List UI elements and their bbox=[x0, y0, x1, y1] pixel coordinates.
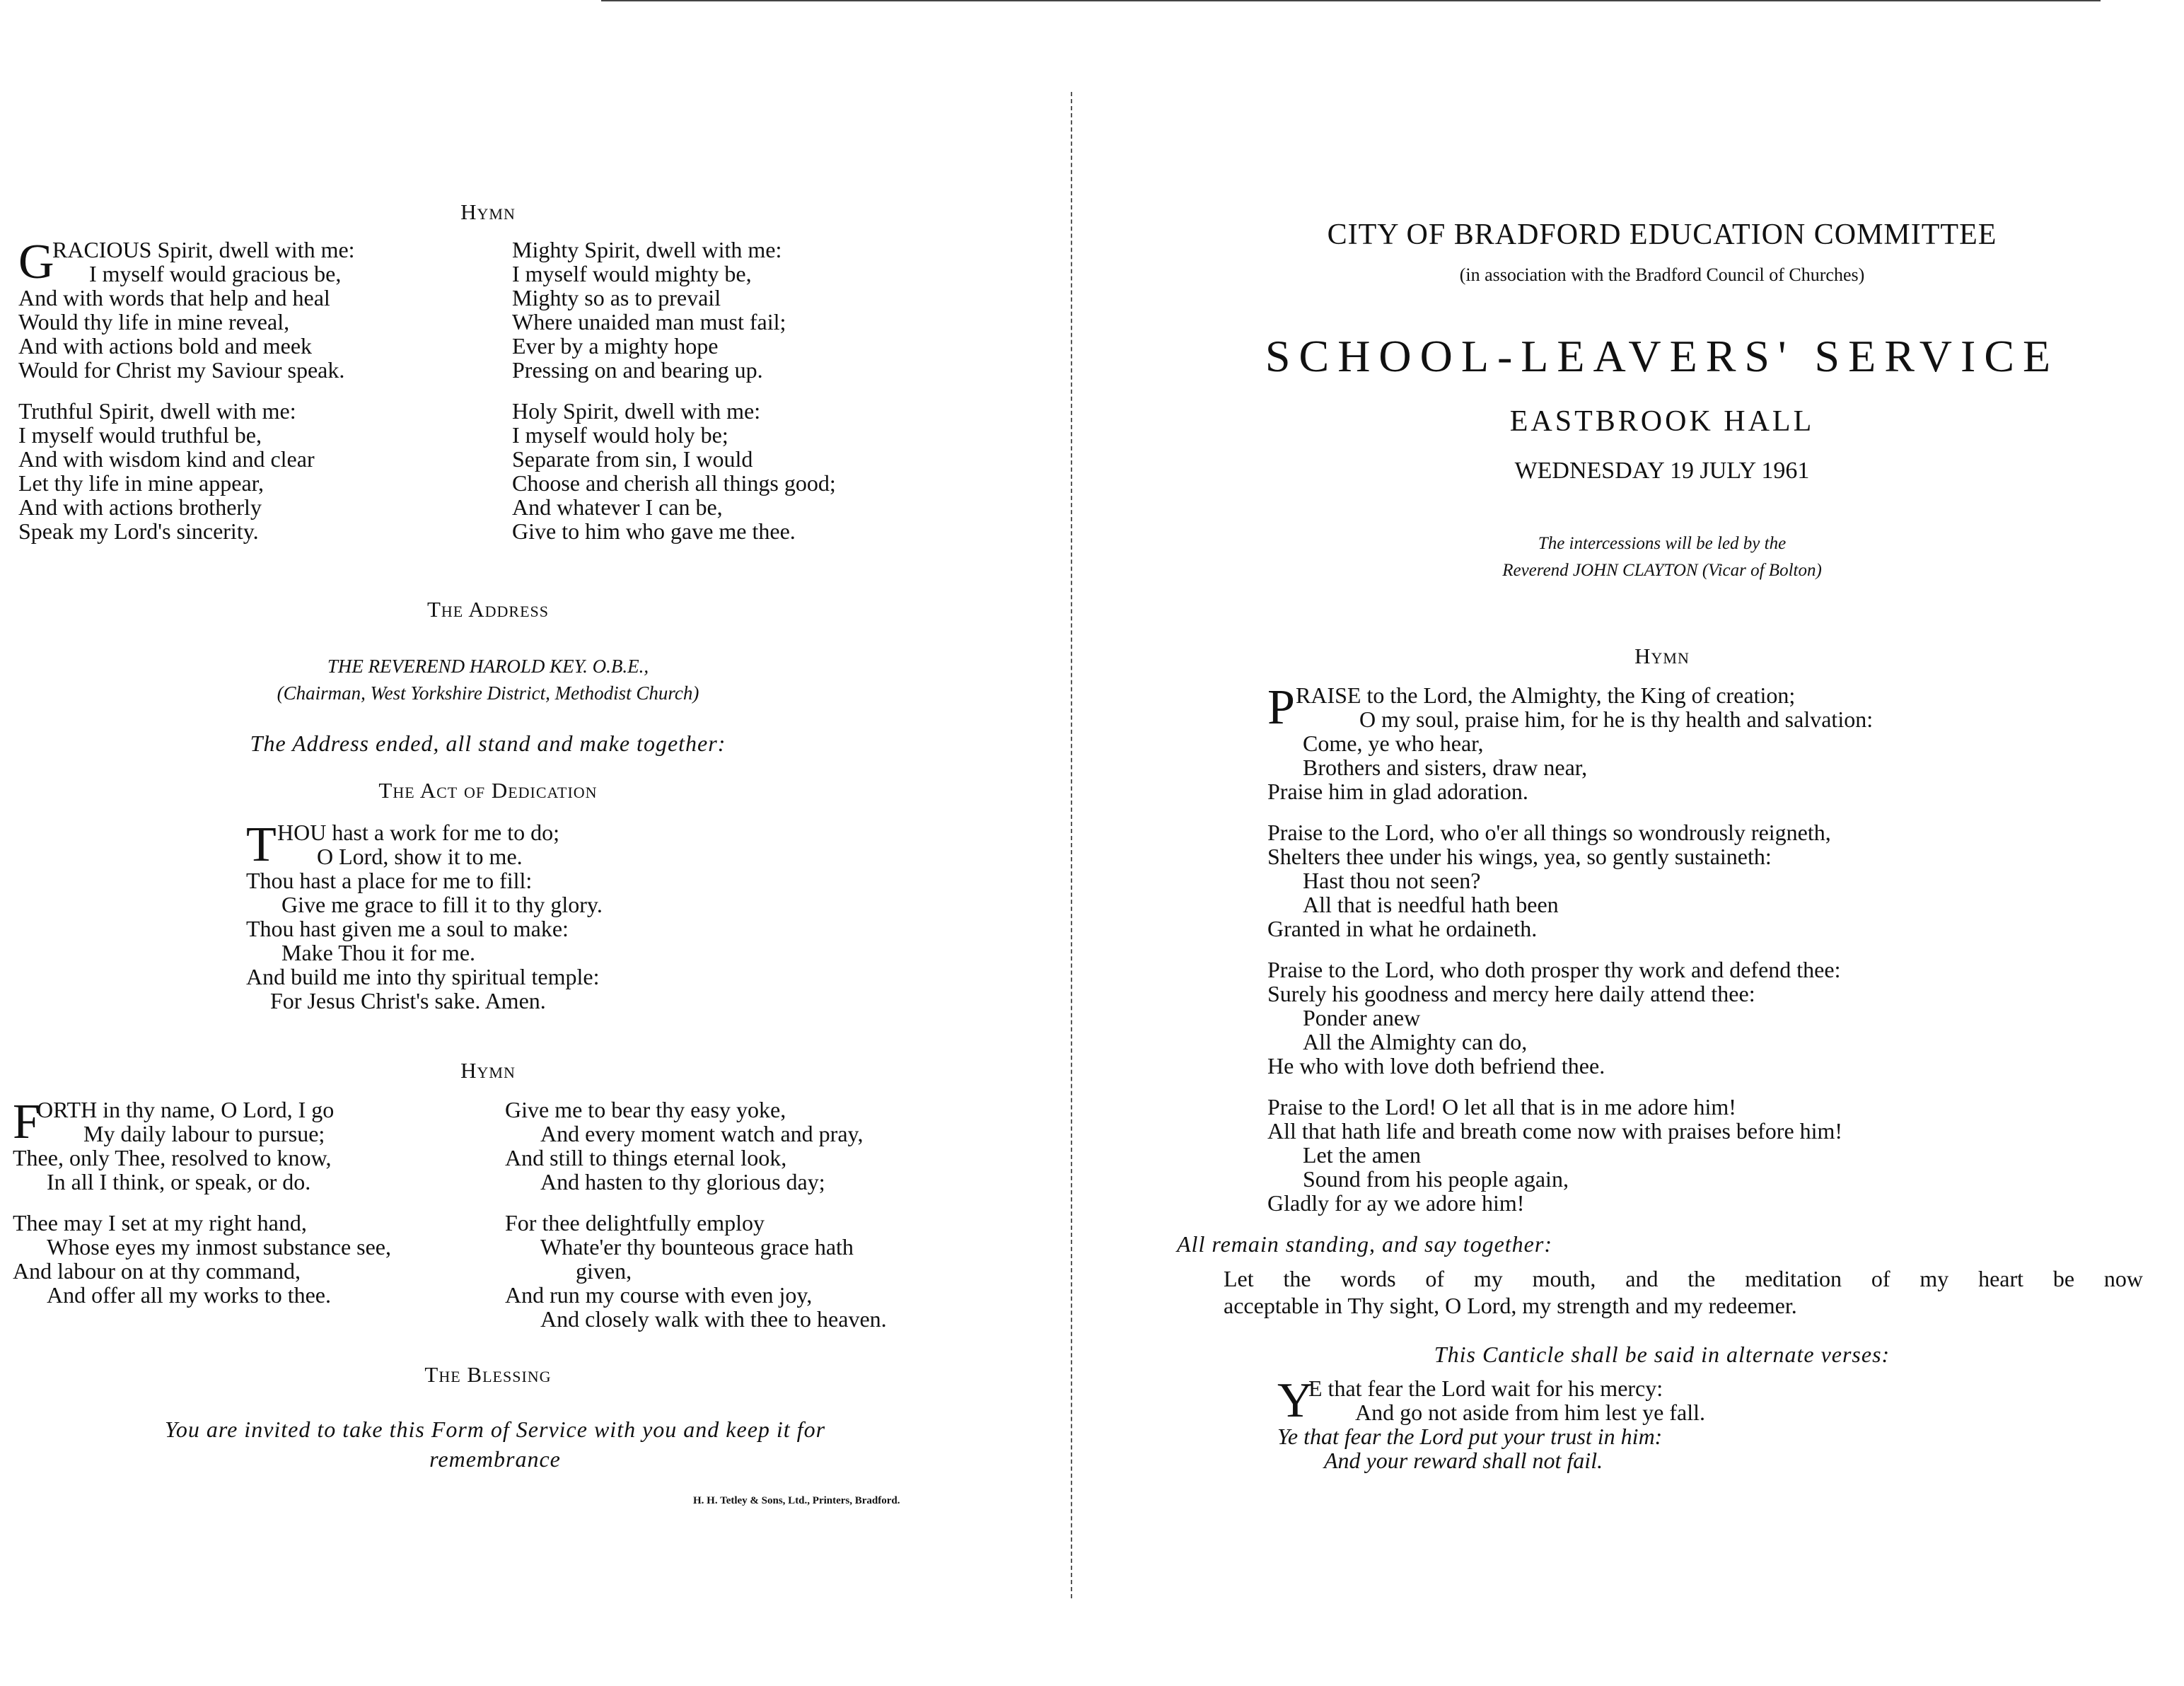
verse-line: Gladly for ay we adore him! bbox=[1267, 1190, 1525, 1216]
verse-line: Give to him who gave me thee. bbox=[512, 518, 796, 544]
prayer-line1: Let the words of my mouth, and the meditation of my heart be now bbox=[1224, 1266, 2143, 1291]
verse-line: Ponder anew bbox=[1303, 1005, 1421, 1030]
verse-line: Thee may I set at my right hand, bbox=[13, 1210, 307, 1236]
verse-line: Would for Christ my Saviour speak. bbox=[18, 357, 345, 383]
canticle bbox=[1277, 1373, 1914, 1473]
verse-line: Come, ye who hear, bbox=[1303, 731, 1484, 756]
verse-line: Praise him in glad adoration. bbox=[1267, 779, 1528, 804]
blessing-heading: The Blessing bbox=[424, 1362, 552, 1387]
drop-cap: T bbox=[246, 818, 277, 872]
verse-line: Whate'er thy bounteous grace hath bbox=[540, 1234, 854, 1260]
verse-line: I myself would gracious be, bbox=[89, 261, 342, 286]
verse-line: And with words that help and heal bbox=[18, 285, 330, 310]
hymn1-stanza-3 bbox=[512, 238, 1007, 382]
blessing-note-line1: You are invited to take this Form of Service with you and keep it for bbox=[164, 1417, 826, 1442]
verse-line: And with actions bold and meek bbox=[18, 333, 313, 359]
verse-line: And with wisdom kind and clear bbox=[18, 446, 315, 472]
verse-line: RAISE to the Lord, the Almighty, the King of creation; bbox=[1296, 682, 1796, 708]
verse-line: Whose eyes my inmost substance see, bbox=[47, 1234, 391, 1260]
verse-line: And every moment watch and pray, bbox=[540, 1121, 864, 1146]
verse-line: And closely walk with thee to heaven. bbox=[540, 1306, 887, 1332]
verse-line: And offer all my works to thee. bbox=[47, 1282, 331, 1308]
hymn1-col1 bbox=[18, 235, 485, 544]
verse-line: He who with love doth befriend thee. bbox=[1267, 1053, 1605, 1079]
verse-line: Thou hast given me a soul to make: bbox=[246, 916, 569, 941]
hymn2-stanza-4 bbox=[505, 1211, 1014, 1331]
verse-line: And whatever I can be, bbox=[512, 494, 723, 520]
verse-line: Choose and cherish all things good; bbox=[512, 470, 836, 496]
dedication-text bbox=[246, 820, 784, 1013]
left-page bbox=[0, 0, 1061, 1686]
verse-line: Hast thou not seen? bbox=[1303, 868, 1481, 893]
praise-stanza-1 bbox=[1267, 680, 2159, 804]
verse-line: Let the amen bbox=[1303, 1142, 1422, 1168]
prayer-line2: acceptable in Thy sight, O Lord, my strength and my redeemer. bbox=[1224, 1293, 1797, 1318]
hymn1-stanza-2 bbox=[18, 399, 485, 543]
right-page bbox=[1146, 0, 2184, 1686]
verse-line: Praise to the Lord, who o'er all things so wondrously reigneth, bbox=[1267, 820, 1831, 845]
verse-line: ORTH in thy name, O Lord, I go bbox=[37, 1097, 335, 1122]
praise-stanza-2 bbox=[1267, 820, 2159, 941]
verse-line: Thee, only Thee, resolved to know, bbox=[13, 1145, 332, 1170]
verse-line: My daily labour to pursue; bbox=[83, 1121, 325, 1146]
page-fold-line bbox=[1071, 92, 1072, 1598]
praise-stanza-4 bbox=[1267, 1095, 2159, 1215]
hymn2-stanza-2 bbox=[13, 1211, 494, 1307]
verse-line: Speak my Lord's sincerity. bbox=[18, 518, 259, 544]
hymn2-stanza-1 bbox=[13, 1095, 494, 1194]
drop-cap: F bbox=[13, 1095, 40, 1149]
praise-hymn-heading: Hymn bbox=[1634, 644, 1690, 668]
hymn1-stanza-1 bbox=[18, 235, 485, 383]
hymn2-col1 bbox=[13, 1095, 494, 1308]
hymn2-stanza-3 bbox=[505, 1098, 1014, 1194]
address-rubric: The Address ended, all stand and make together: bbox=[250, 731, 726, 756]
verse-line: All the Almighty can do, bbox=[1303, 1029, 1528, 1054]
verse-line: O Lord, show it to me. bbox=[317, 844, 523, 869]
verse-line: Ye that fear the Lord put your trust in him: bbox=[1277, 1424, 1663, 1449]
verse-line: And run my course with even joy, bbox=[505, 1282, 813, 1308]
verse-line: Ever by a mighty hope bbox=[512, 333, 719, 359]
canticle-rubric: This Canticle shall be said in alternate verses: bbox=[1434, 1342, 1890, 1367]
address-speaker: THE REVEREND HAROLD KEY. O.B.E., bbox=[327, 656, 649, 677]
hymn1-stanza-4 bbox=[512, 399, 1007, 543]
hymn1-col2 bbox=[512, 238, 1007, 543]
verse-line: Make Thou it for me. bbox=[281, 940, 476, 965]
dedication-heading: The Act of Dedication bbox=[378, 778, 598, 803]
praise-stanza-3 bbox=[1267, 958, 2159, 1078]
verse-line: Sound from his people again, bbox=[1303, 1166, 1569, 1192]
service-title: SCHOOL-LEAVERS' SERVICE bbox=[1265, 331, 2060, 381]
verse-line: All that is needful hath been bbox=[1303, 892, 1559, 917]
verse-line: Praise to the Lord, who doth prosper thy work and defend thee: bbox=[1267, 957, 1841, 982]
verse-line: Brothers and sisters, draw near, bbox=[1303, 755, 1588, 780]
verse-line: given, bbox=[576, 1258, 632, 1284]
verse-line: For thee delightfully employ bbox=[505, 1210, 765, 1236]
service-date: WEDNESDAY 19 JULY 1961 bbox=[1514, 458, 1810, 484]
address-heading: The Address bbox=[426, 597, 550, 622]
verse-line: I myself would truthful be, bbox=[18, 422, 262, 448]
verse-line: O my soul, praise him, for he is thy health and salvation: bbox=[1359, 707, 1874, 732]
hymn1-heading: Hymn bbox=[460, 199, 516, 224]
committee-name: CITY OF BRADFORD EDUCATION COMMITTEE bbox=[1327, 219, 1997, 251]
verse-line: And go not aside from him lest ye fall. bbox=[1355, 1400, 1706, 1425]
verse-line: Granted in what he ordaineth. bbox=[1267, 916, 1538, 941]
verse-line: Separate from sin, I would bbox=[512, 446, 753, 472]
verse-line: Give me to bear thy easy yoke, bbox=[505, 1097, 786, 1122]
printer-credit: H. H. Tetley & Sons, Ltd., Printers, Bradford. bbox=[693, 1495, 900, 1506]
drop-cap: G bbox=[18, 235, 54, 289]
verse-line: For Jesus Christ's sake. Amen. bbox=[270, 988, 546, 1013]
standing-rubric: All remain standing, and say together: bbox=[1177, 1231, 1552, 1257]
verse-line: Pressing on and bearing up. bbox=[512, 357, 763, 383]
verse-line: Shelters thee under his wings, yea, so gently sustaineth: bbox=[1267, 844, 1772, 869]
verse-line: And with actions brotherly bbox=[18, 494, 262, 520]
verse-line: And labour on at thy command, bbox=[13, 1258, 301, 1284]
verse-line: Where unaided man must fail; bbox=[512, 309, 786, 335]
verse-line: RACIOUS Spirit, dwell with me: bbox=[52, 237, 355, 262]
verse-line: Would thy life in mine reveal, bbox=[18, 309, 290, 335]
drop-cap: P bbox=[1267, 680, 1295, 735]
hymn2-heading: Hymn bbox=[460, 1058, 516, 1083]
verse-line: Mighty so as to prevail bbox=[512, 285, 721, 310]
drop-cap: Y bbox=[1277, 1373, 1313, 1428]
verse-line: E that fear the Lord wait for his mercy: bbox=[1308, 1376, 1663, 1401]
verse-line: And hasten to thy glorious day; bbox=[540, 1169, 825, 1194]
blessing-note-line2: remembrance bbox=[429, 1446, 561, 1472]
verse-line: Surely his goodness and mercy here daily attend thee: bbox=[1267, 981, 1755, 1006]
verse-line: And still to things eternal look, bbox=[505, 1145, 787, 1170]
hymn2-col2 bbox=[505, 1098, 1014, 1331]
verse-line: Truthful Spirit, dwell with me: bbox=[18, 398, 296, 424]
verse-line: In all I think, or speak, or do. bbox=[47, 1169, 311, 1194]
verse-line: Give me grace to fill it to thy glory. bbox=[281, 892, 603, 917]
intercessions-line1: The intercessions will be led by the bbox=[1538, 534, 1787, 553]
verse-line: Praise to the Lord! O let all that is in me adore him! bbox=[1267, 1094, 1736, 1120]
verse-line: And build me into thy spiritual temple: bbox=[246, 964, 600, 989]
verse-line: Holy Spirit, dwell with me: bbox=[512, 398, 761, 424]
association-note: (in association with the Bradford Council of Churches) bbox=[1459, 264, 1865, 285]
verse-line: HOU hast a work for me to do; bbox=[277, 820, 560, 845]
verse-line: I myself would mighty be, bbox=[512, 261, 752, 286]
address-speaker-title: (Chairman, West Yorkshire District, Methodist Church) bbox=[277, 682, 699, 704]
venue: EASTBROOK HALL bbox=[1509, 405, 1815, 438]
verse-line: I myself would holy be; bbox=[512, 422, 728, 448]
intercessions-line2: Reverend JOHN CLAYTON (Vicar of Bolton) bbox=[1502, 561, 1822, 580]
verse-line: And your reward shall not fail. bbox=[1324, 1448, 1603, 1473]
verse-line: Mighty Spirit, dwell with me: bbox=[512, 237, 782, 262]
verse-line: Let thy life in mine appear, bbox=[18, 470, 265, 496]
praise-hymn bbox=[1267, 680, 2159, 1216]
verse-line: Thou hast a place for me to fill: bbox=[246, 868, 533, 893]
verse-line: All that hath life and breath come now with praises before him! bbox=[1267, 1118, 1843, 1144]
